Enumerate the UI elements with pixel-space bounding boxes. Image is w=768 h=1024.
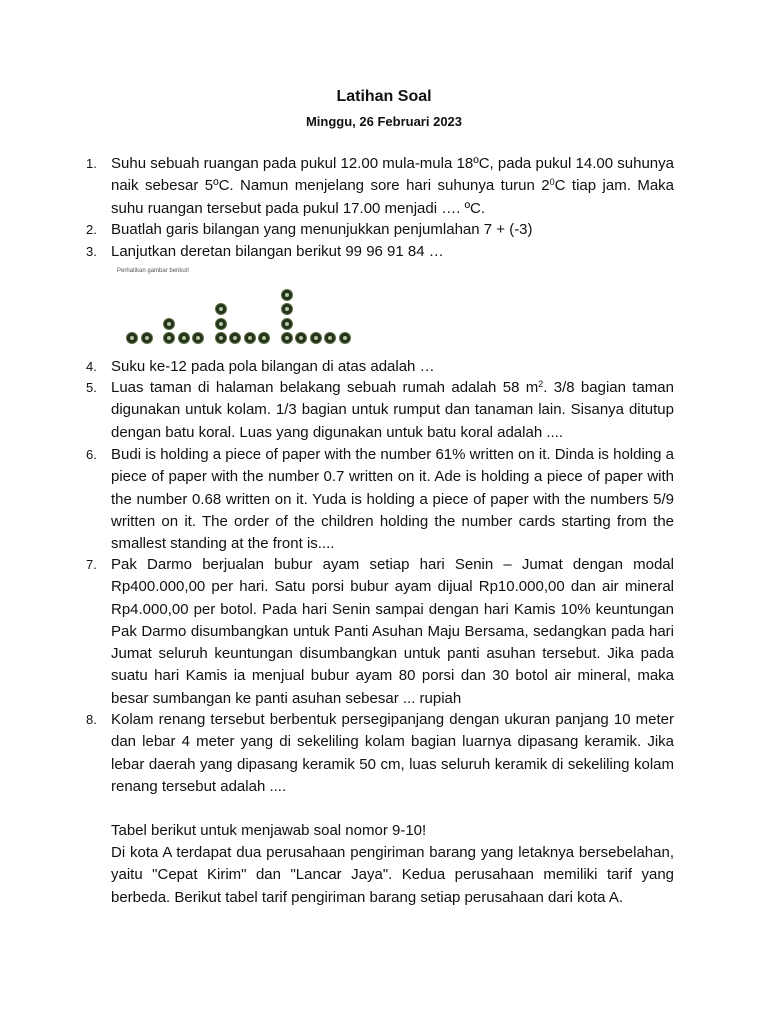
question-8 bbox=[86, 709, 674, 798]
question-number: 5. bbox=[86, 380, 97, 395]
pattern-dot bbox=[244, 332, 256, 344]
question-7 bbox=[86, 554, 674, 710]
question-3 bbox=[86, 241, 674, 263]
question-text: Budi is holding a piece of paper with the number 61% written on it. Dinda is holding a piece of paper with the number 0.7 written on it. Ade is holding a piece of paper with the number 0.68 written on it. Yuda is holding a piece of paper with the numbers 5/9 written on it. The order of the children holding the number cards starting from the smallest standing at the front is.... bbox=[111, 446, 674, 553]
question-text: Buatlah garis bilangan yang menunjukkan penjumlahan 7 + (-3) bbox=[111, 221, 533, 238]
question-text: Lanjutkan deretan bilangan berikut 99 96 91 84 … bbox=[111, 243, 444, 260]
question-number: 4. bbox=[86, 359, 97, 374]
pattern-dot bbox=[258, 332, 270, 344]
pattern-dot bbox=[215, 303, 227, 315]
question-number: 8. bbox=[86, 712, 97, 727]
question-1 bbox=[86, 153, 674, 220]
figure-caption: Perhatikan gambar berikut! bbox=[117, 268, 190, 274]
question-number: 1. bbox=[86, 156, 97, 171]
pattern-dot bbox=[215, 318, 227, 330]
question-text: Kolam renang tersebut berbentuk persegipanjang dengan ukuran panjang 10 meter dan lebar 4 meter yang di sekeliling kolam bagian luarnya dipasang keramik. Jika lebar daerah yang dipasang keramik 50 cm, luas seluruh keramik di sekeliling kolam renang tersebut adalah .... bbox=[111, 711, 674, 795]
pattern-dot bbox=[310, 332, 322, 344]
pattern-dot bbox=[281, 303, 293, 315]
question-number: 2. bbox=[86, 222, 97, 237]
pattern-dot bbox=[126, 332, 138, 344]
pattern-dot bbox=[163, 332, 175, 344]
question-2 bbox=[86, 219, 674, 241]
pattern-dot bbox=[178, 332, 190, 344]
pattern-dot bbox=[324, 332, 336, 344]
question-number: 6. bbox=[86, 447, 97, 462]
pattern-dot bbox=[281, 332, 293, 344]
question-text: Suhu sebuah ruangan pada pukul 12.00 mula-mula 18ºC, pada pukul 14.00 suhunya naik sebesar 5ºC. Namun menjelang sore hari suhunya turun $2^0C$ tiap jam. Maka suhu ruangan tersebut pada pukul 17.00 menjadi …. ºC. bbox=[111, 155, 674, 217]
pattern-dot bbox=[281, 289, 293, 301]
page-subtitle: Minggu, 26 Februari 2023 bbox=[305, 114, 463, 129]
question-6 bbox=[86, 444, 674, 555]
question-5 bbox=[86, 377, 674, 444]
question-text: Suku ke-12 pada pola bilangan di atas adalah … bbox=[111, 358, 435, 375]
intro-paragraph: Di kota A terdapat dua perusahaan pengiriman barang yang letaknya bersebelahan, yaitu "Cepat Kirim" dan "Lancar Jaya". Kedua perusahaan memiliki tarif yang berbeda. Berikut tabel tarif pengiriman barang setiap perusahaan dari kota A. bbox=[111, 844, 674, 906]
question-number: 3. bbox=[86, 244, 97, 259]
page-title: Latihan Soal bbox=[336, 88, 432, 105]
question-text: Pak Darmo berjualan bubur ayam setiap hari Senin – Jumat dengan modal Rp400.000,00 per hari. Satu porsi bubur ayam dijual Rp10.000,00 dan air mineral Rp4.000,00 per botol. Pada hari Senin sampai dengan hari Kamis 10% keuntungan Pak Darmo disumbangkan untuk Panti Asuhan Maju Bersama, sedangkan pada hari Jumat seluruh keuntungan disumbangkan untuk panti asuhan tersebut. Jika pada suatu hari Kamis ia menjual bubur ayam 80 porsi dan 30 botol air mineral, maka besar sumbangan ke panti asuhan sebesar ... rupiah bbox=[111, 556, 674, 707]
question-number: 7. bbox=[86, 557, 97, 572]
pattern-dot bbox=[192, 332, 204, 344]
question-4 bbox=[86, 356, 674, 378]
question-text: Luas taman di halaman belakang sebuah rumah adalah 58 $m^2$. 3/8 bagian taman digunakan untuk kolam. 1/3 bagian untuk rumput dan tanaman lain. Sisanya ditutup dengan batu koral. Luas yang digunakan untuk batu koral adalah .... bbox=[111, 379, 674, 441]
pattern-dot bbox=[141, 332, 153, 344]
pattern-dot bbox=[163, 318, 175, 330]
pattern-dot bbox=[339, 332, 351, 344]
pattern-dot bbox=[229, 332, 241, 344]
pattern-dot bbox=[295, 332, 307, 344]
pattern-dot bbox=[281, 318, 293, 330]
table-instruction: Tabel berikut untuk menjawab soal nomor 9-10! bbox=[111, 822, 427, 839]
pattern-dot bbox=[215, 332, 227, 344]
